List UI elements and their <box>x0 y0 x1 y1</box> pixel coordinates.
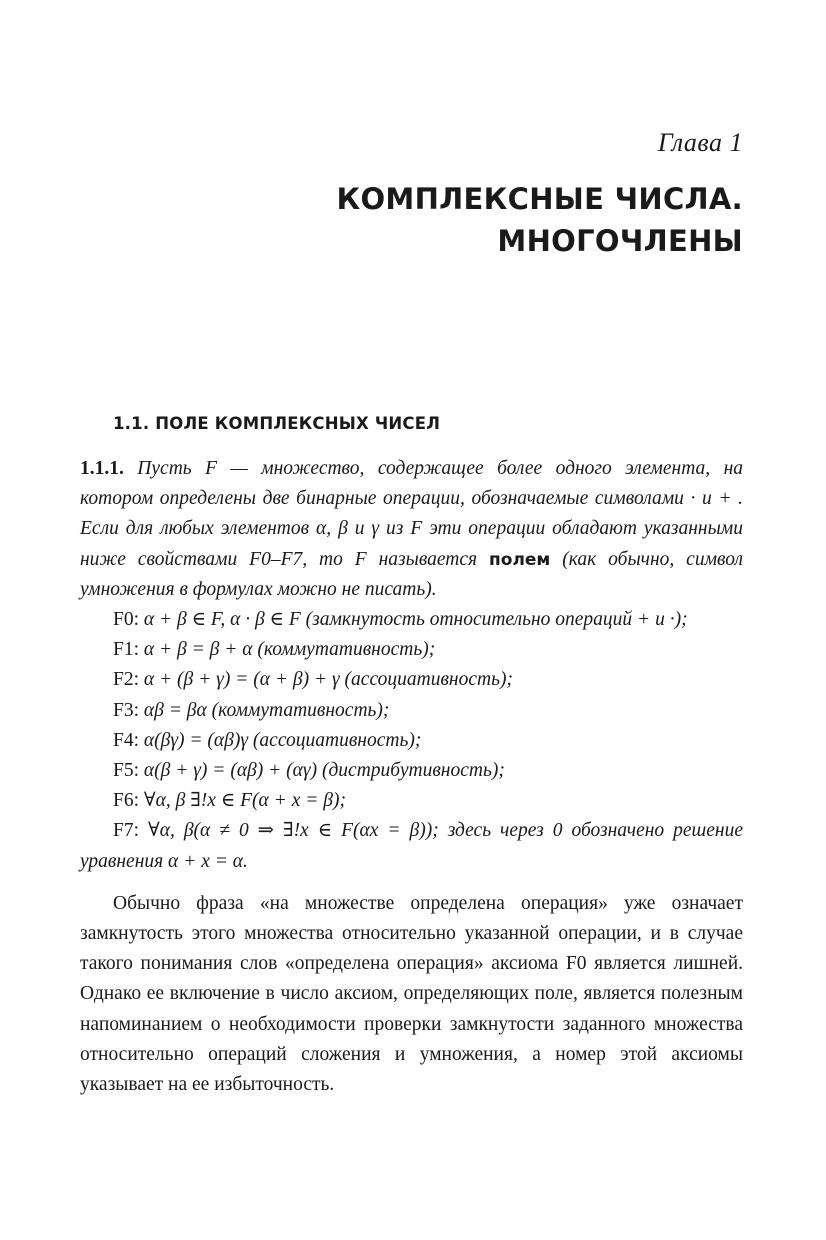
definition-term: полем <box>489 549 551 570</box>
axiom-f7 <box>80 816 743 876</box>
axiom-formula: α + β = β + α <box>139 639 258 661</box>
chapter-title <box>336 178 743 262</box>
axiom-label: F7: <box>113 820 140 842</box>
axiom-f6 <box>80 786 743 816</box>
axiom-f0 <box>80 605 743 635</box>
axiom-formula: α + β ∈ F, α · β ∈ F <box>139 609 306 631</box>
axiom-note: (ассоциативность); <box>344 669 513 691</box>
axiom-label: F3: <box>113 699 140 721</box>
axiom-f4 <box>80 726 743 756</box>
axiom-formula: α + (β + γ) = (α + β) + γ <box>139 669 345 691</box>
axiom-label: F1: <box>113 639 140 661</box>
axiom-f3 <box>80 696 743 726</box>
axiom-formula: α(β + γ) = (αβ) + (αγ) <box>139 760 322 782</box>
axiom-formula: ∀α, β(α ≠ 0 ⇒ ∃!x ∈ F(αx = β)); <box>139 820 448 842</box>
definition-text-b: (как обычно, символ умножения в формулах можно не писать). <box>80 548 743 600</box>
axiom-label: F6: <box>113 790 140 812</box>
book-page <box>80 0 743 1240</box>
axiom-note: (коммутативность); <box>257 639 436 661</box>
axiom-f2 <box>80 665 743 695</box>
axiom-formula: ∀α, β ∃!x ∈ F(α + x = β); <box>139 790 346 812</box>
definition-paragraph <box>80 454 743 605</box>
body-text <box>80 454 743 1100</box>
chapter-label: Глава 1 <box>657 128 743 157</box>
chapter-title-line-2: МНОГОЧЛЕНЫ <box>497 224 743 258</box>
axiom-formula: αβ = βα <box>139 699 212 721</box>
axiom-label: F2: <box>113 669 140 691</box>
axiom-note: (коммутативность); <box>211 699 390 721</box>
axiom-f1 <box>80 635 743 665</box>
axiom-note: (ассоциативность); <box>252 729 422 751</box>
axiom-label: F4: <box>113 729 140 751</box>
paragraph-gap <box>80 877 743 889</box>
axiom-label: F0: <box>113 609 140 631</box>
axiom-f5 <box>80 756 743 786</box>
axiom-note: здесь через 0 обозначено решение уравнения α + x = α. <box>80 820 743 872</box>
chapter-title-line-1: КОМПЛЕКСНЫЕ ЧИСЛА. <box>336 182 743 216</box>
definition-number: 1.1.1. <box>80 458 124 479</box>
axiom-note: (замкнутость относительно операций + и ·); <box>305 609 688 631</box>
explanation-paragraph: Обычно фраза «на множестве определена операция» уже означает замкнутость этого множества относительно указанной операции, и в случае такого понимания слов «определена операция» аксиома F0 является лишней. Однако ее включение в число аксиом, определяющих поле, является полезным напоминанием о необходимости проверки замкнутости заданного множества относительно операций сложения и умножения, а номер этой аксиомы указывает на ее избыточность. <box>80 892 743 1096</box>
definition-text-a: Пусть F — множество, содержащее более одного элемента, на котором определены две бинарные операции, обозначаемые символами · и + . Если для любых элементов α, β и γ из F эти операции обладают указанными ниже свойствами F0–F7, то F называется <box>80 458 743 570</box>
axiom-note: (дистрибутивность); <box>321 760 505 782</box>
axiom-label: F5: <box>113 760 140 782</box>
axiom-formula: α(βγ) = (αβ)γ <box>139 729 253 751</box>
section-title: 1.1. ПОЛЕ КОМПЛЕКСНЫХ ЧИСЕЛ <box>113 414 441 433</box>
